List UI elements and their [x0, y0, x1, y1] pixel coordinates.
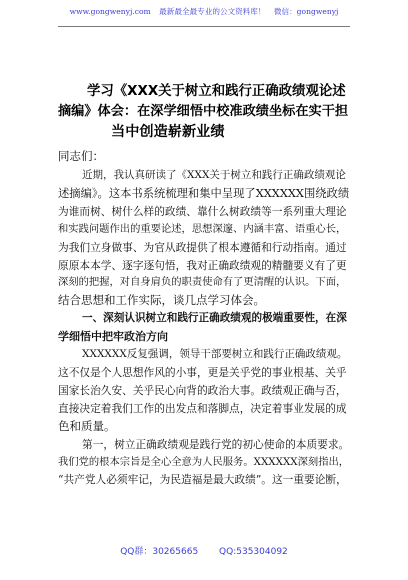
title-line-3: 当中创造崭新业绩	[111, 124, 225, 140]
section-heading-line: 学细悟中把牢政治方向	[58, 330, 168, 344]
document-title	[58, 82, 348, 142]
paragraph-line: 近期，我认真研读了《XXX关于树立和践行正确政绩观论	[82, 169, 346, 181]
paragraph-line: XXXXXX反复强调，领导干部要树立和践行正确政绩观。	[82, 348, 348, 361]
header-site-link[interactable]: www.gongwenyj.com	[69, 7, 151, 16]
footer-qq-group: QQ群：30265665	[120, 547, 199, 557]
paragraph-line: 色和质量。	[58, 418, 116, 433]
paragraph-line: 这不仅是个人思想作风的小事，更是关乎党的事业根基、关乎	[58, 365, 347, 379]
title-line-1: 学习《XXX关于树立和践行正确政绩观论述	[87, 84, 346, 99]
greeting: 同志们：	[58, 149, 104, 163]
page-header	[0, 6, 408, 17]
paragraph-line: 直接决定着我们工作的出发点和落脚点，决定着事业发展的成	[58, 401, 347, 415]
paragraph-line: 第一，树立正确政绩观是践行党的初心使命的本质要求。	[82, 437, 350, 451]
footer-qq: QQ:535304092	[219, 547, 288, 557]
section-heading-line: 一、深刻认识树立和践行正确政绩观的极端重要性，在深	[82, 312, 347, 325]
header-wechat: 微信：gongwenyj	[273, 7, 339, 16]
paragraph-line: 深刻的把握，对自身肩负的职责使命有了更清醒的认识。下面，	[58, 276, 347, 289]
paragraph-line: “共产党人必须牢记，为民造福是最大政绩”。这一重要论断，	[58, 473, 347, 487]
paragraph-line: 和实践问题作出的重要论述，思想深邃、内涵丰富、语重心长，	[58, 222, 347, 235]
paragraph-line: 结合思想和工作实际，谈几点学习体会。	[58, 293, 265, 308]
paragraph-line: 述摘编》。这本书系统梳理和集中呈现了XXXXXX围绕政绩	[58, 186, 350, 200]
paragraph-line: 为谁而树、树什么样的政绩、靠什么树政绩等一系列重大理论	[58, 204, 347, 218]
paragraph-line: 我们党的根本宗旨是全心全意为人民服务。XXXXXX深刻指出，	[58, 455, 350, 468]
paragraph-line: 为我们立身做事、为官从政提供了根本遵循和行动指南。通过	[58, 240, 347, 254]
page-footer	[0, 544, 408, 557]
paragraph-line: 原原本本学、逐字逐句悟，我对正确政绩观的精髓要义有了更	[58, 258, 347, 272]
document-body	[58, 167, 350, 489]
title-line-2: 摘编》体会：在深学细悟中校准政绩坐标在实干担	[58, 104, 349, 119]
header-divider	[58, 26, 350, 27]
header-slogan: 最新最全最专业的公文资料库！	[159, 7, 266, 16]
paragraph-line: 国家长治久安、关乎民心向背的政治大事。政绩观正确与否，	[58, 383, 347, 397]
